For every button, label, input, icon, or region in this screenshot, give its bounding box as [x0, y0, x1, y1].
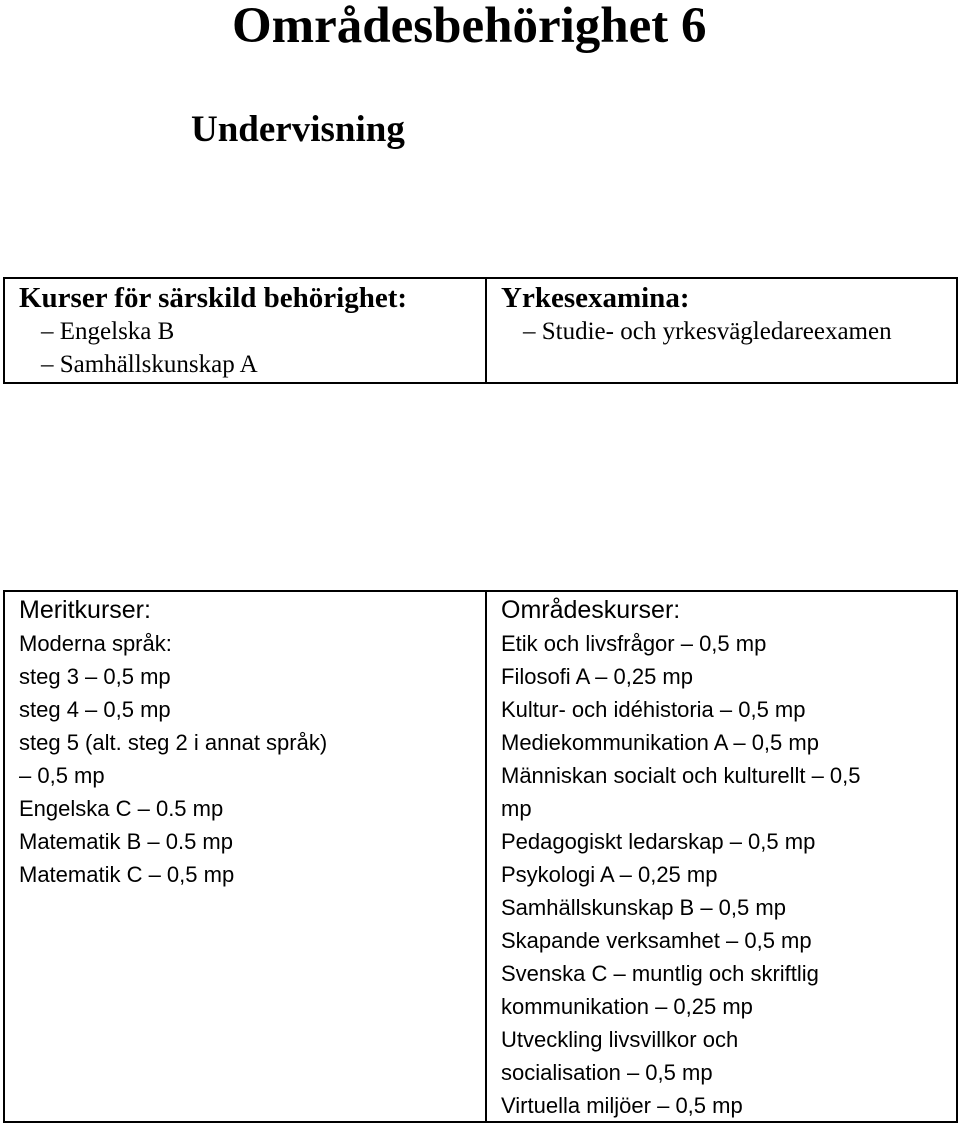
- area-courses-cell: [485, 592, 956, 1121]
- list-item: Matematik B – 0.5 mp: [19, 829, 233, 854]
- list-item: Kultur- och idéhistoria – 0,5 mp: [501, 697, 806, 722]
- list-item: – Studie- och yrkesvägledareexamen: [523, 318, 892, 345]
- list-item: socialisation – 0,5 mp: [501, 1060, 713, 1085]
- special-requirements-list: [19, 315, 485, 381]
- list-item: steg 5 (alt. steg 2 i annat språk): [19, 730, 328, 755]
- vocational-degrees-heading: Yrkesexamina:: [501, 282, 690, 314]
- list-item: Virtuella miljöer – 0,5 mp: [501, 1093, 743, 1118]
- list-item: Skapande verksamhet – 0,5 mp: [501, 928, 812, 953]
- courses-table: [3, 590, 958, 1123]
- special-requirements-heading: Kurser för särskild behörighet:: [19, 282, 408, 314]
- list-item: Svenska C – muntlig och skriftlig: [501, 961, 819, 986]
- list-item: Filosofi A – 0,25 mp: [501, 664, 693, 689]
- merit-courses-cell: [5, 592, 485, 1121]
- list-item: Etik och livsfrågor – 0,5 mp: [501, 631, 767, 656]
- list-item: mp: [501, 796, 532, 821]
- page-title: Områdesbehörighet 6: [232, 0, 707, 54]
- list-item: kommunikation – 0,25 mp: [501, 994, 753, 1019]
- requirements-table: [3, 277, 958, 384]
- list-item: Engelska C – 0.5 mp: [19, 796, 224, 821]
- list-item: Människan socialt och kulturellt – 0,5: [501, 763, 861, 788]
- page-subtitle: Undervisning: [191, 109, 405, 150]
- list-item: Matematik C – 0,5 mp: [19, 862, 235, 887]
- area-courses-list: [501, 627, 956, 1121]
- vocational-degrees-cell: [485, 279, 956, 382]
- list-item: – 0,5 mp: [19, 763, 105, 788]
- special-requirements-cell: [5, 279, 485, 382]
- list-item: – Engelska B: [41, 318, 175, 345]
- list-item: Samhällskunskap B – 0,5 mp: [501, 895, 786, 920]
- list-item: Moderna språk:: [19, 631, 172, 656]
- vocational-degrees-list: [501, 315, 956, 348]
- list-item: steg 4 – 0,5 mp: [19, 697, 171, 722]
- area-courses-heading: Områdeskurser:: [501, 596, 681, 624]
- list-item: Utveckling livsvillkor och: [501, 1027, 739, 1052]
- list-item: Psykologi A – 0,25 mp: [501, 862, 718, 887]
- merit-courses-heading: Meritkurser:: [19, 596, 151, 624]
- merit-courses-list: [19, 627, 485, 891]
- list-item: Mediekommunikation A – 0,5 mp: [501, 730, 819, 755]
- list-item: – Samhällskunskap A: [41, 351, 258, 378]
- list-item: steg 3 – 0,5 mp: [19, 664, 171, 689]
- list-item: Pedagogiskt ledarskap – 0,5 mp: [501, 829, 816, 854]
